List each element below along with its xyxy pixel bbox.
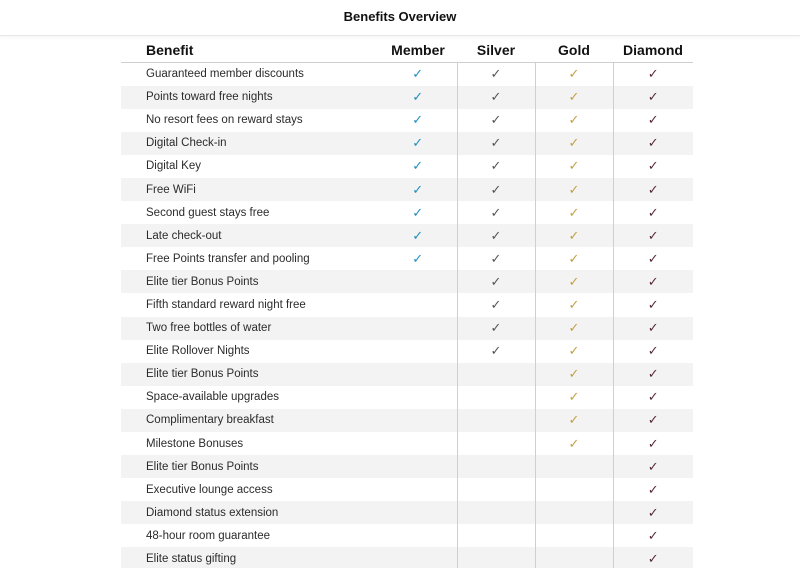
tier-cell-member	[379, 547, 457, 568]
tier-cell-member	[379, 63, 457, 86]
check-icon: ✓	[647, 504, 659, 520]
tier-cell-member	[379, 478, 457, 501]
check-icon: ✓	[647, 158, 659, 174]
check-icon: ✓	[568, 366, 580, 382]
tier-cell-gold	[535, 132, 613, 155]
tier-cell-gold	[535, 386, 613, 409]
tier-cell-silver	[457, 86, 535, 109]
table-row	[121, 386, 693, 409]
check-icon: ✓	[647, 435, 659, 451]
table-row	[121, 132, 693, 155]
benefit-name: No resort fees on reward stays	[146, 114, 303, 127]
tier-cell-member	[379, 155, 457, 178]
benefit-name: Elite tier Bonus Points	[121, 363, 379, 386]
benefit-name: Elite tier Bonus Points	[121, 455, 379, 478]
tier-cell-member	[379, 270, 457, 293]
tier-cell-silver	[457, 155, 535, 178]
tier-cell-gold	[535, 524, 613, 547]
benefit-name: Executive lounge access	[146, 483, 273, 496]
tier-cell-silver	[457, 547, 535, 568]
table-row	[121, 293, 693, 316]
table-row	[121, 317, 693, 340]
table-row	[121, 501, 693, 524]
check-icon: ✓	[568, 181, 580, 197]
tier-cell-silver	[457, 109, 535, 132]
check-icon: ✓	[647, 181, 659, 197]
check-icon: ✓	[647, 135, 659, 151]
benefit-name: Second guest stays free	[146, 206, 270, 219]
tier-cell-member	[379, 317, 457, 340]
check-icon: ✓	[647, 66, 659, 82]
page-title: Benefits Overview	[343, 9, 457, 24]
check-icon: ✓	[568, 112, 580, 128]
benefits-table	[121, 37, 693, 568]
column-header-benefit: Benefit	[121, 37, 379, 63]
check-icon: ✓	[647, 112, 659, 128]
check-icon: ✓	[647, 227, 659, 243]
tier-cell-member	[379, 340, 457, 363]
check-icon: ✓	[647, 296, 659, 312]
check-icon: ✓	[490, 89, 502, 105]
check-icon: ✓	[568, 250, 580, 266]
check-icon: ✓	[568, 158, 580, 174]
tier-cell-member	[379, 201, 457, 224]
tier-cell-silver	[457, 293, 535, 316]
table-row	[121, 432, 693, 455]
tier-cell-member	[379, 86, 457, 109]
tier-cell-silver	[457, 317, 535, 340]
tier-cell-silver	[457, 386, 535, 409]
check-icon: ✓	[490, 158, 502, 174]
check-icon: ✓	[412, 204, 424, 220]
tier-cell-diamond	[613, 63, 693, 86]
tier-cell-diamond	[613, 270, 693, 293]
table-row	[121, 86, 693, 109]
benefit-name: Digital Key	[146, 160, 201, 173]
tier-cell-silver	[457, 224, 535, 247]
table-row	[121, 63, 693, 86]
tier-cell-silver	[457, 432, 535, 455]
tier-cell-silver	[457, 247, 535, 270]
tier-cell-member	[379, 455, 457, 478]
check-icon: ✓	[647, 366, 659, 382]
check-icon: ✓	[490, 273, 502, 289]
tier-cell-silver	[457, 524, 535, 547]
check-icon: ✓	[647, 389, 659, 405]
tier-cell-gold	[535, 155, 613, 178]
tier-cell-diamond	[613, 201, 693, 224]
check-icon: ✓	[647, 412, 659, 428]
check-icon: ✓	[568, 343, 580, 359]
tier-cell-diamond	[613, 478, 693, 501]
tier-cell-silver	[457, 501, 535, 524]
check-icon: ✓	[490, 296, 502, 312]
check-icon: ✓	[412, 112, 424, 128]
tier-cell-member	[379, 132, 457, 155]
check-icon: ✓	[647, 343, 659, 359]
benefit-name: Elite status gifting	[121, 547, 379, 568]
tier-cell-silver	[457, 363, 535, 386]
tier-cell-diamond	[613, 409, 693, 432]
title-bar	[0, 0, 800, 36]
tier-cell-diamond	[613, 363, 693, 386]
check-icon: ✓	[490, 343, 502, 359]
tier-cell-diamond	[613, 178, 693, 201]
column-header-diamond: Diamond	[613, 37, 693, 63]
column-header-member: Member	[379, 37, 457, 63]
tier-cell-silver	[457, 478, 535, 501]
tier-cell-diamond	[613, 132, 693, 155]
column-header-silver: Silver	[457, 37, 535, 63]
check-icon: ✓	[568, 66, 580, 82]
tier-cell-gold	[535, 340, 613, 363]
check-icon: ✓	[647, 481, 659, 497]
benefit-name: Elite tier Bonus Points	[121, 270, 379, 293]
check-icon: ✓	[568, 320, 580, 336]
tier-cell-diamond	[613, 293, 693, 316]
table-row	[121, 201, 693, 224]
tier-cell-diamond	[613, 109, 693, 132]
check-icon: ✓	[568, 412, 580, 428]
check-icon: ✓	[490, 250, 502, 266]
tier-cell-gold	[535, 432, 613, 455]
check-icon: ✓	[412, 89, 424, 105]
check-icon: ✓	[490, 204, 502, 220]
benefit-name: Complimentary breakfast	[121, 409, 379, 432]
tier-cell-diamond	[613, 501, 693, 524]
benefit-name: Free Points transfer and pooling	[146, 252, 310, 265]
tier-cell-diamond	[613, 547, 693, 568]
tier-cell-member	[379, 363, 457, 386]
tier-cell-gold	[535, 270, 613, 293]
benefit-name: Guaranteed member discounts	[146, 68, 304, 81]
tier-cell-member	[379, 293, 457, 316]
tier-cell-gold	[535, 178, 613, 201]
tier-cell-member	[379, 247, 457, 270]
check-icon: ✓	[568, 273, 580, 289]
tier-cell-diamond	[613, 340, 693, 363]
benefit-name: Elite Rollover Nights	[146, 345, 250, 358]
benefit-name: Two free bottles of water	[121, 317, 379, 340]
tier-cell-silver	[457, 132, 535, 155]
check-icon: ✓	[412, 135, 424, 151]
table-row	[121, 247, 693, 270]
tier-cell-member	[379, 432, 457, 455]
tier-cell-member	[379, 178, 457, 201]
check-icon: ✓	[647, 204, 659, 220]
column-header-gold: Gold	[535, 37, 613, 63]
benefit-name: Late check-out	[121, 224, 379, 247]
check-icon: ✓	[412, 66, 424, 82]
check-icon: ✓	[647, 89, 659, 105]
tier-cell-silver	[457, 270, 535, 293]
tier-cell-member	[379, 524, 457, 547]
tier-cell-silver	[457, 340, 535, 363]
table-row	[121, 409, 693, 432]
check-icon: ✓	[647, 458, 659, 474]
tier-cell-gold	[535, 86, 613, 109]
table-row	[121, 109, 693, 132]
check-icon: ✓	[568, 227, 580, 243]
tier-cell-gold	[535, 224, 613, 247]
table-body	[121, 63, 693, 568]
check-icon: ✓	[568, 435, 580, 451]
tier-cell-gold	[535, 109, 613, 132]
check-icon: ✓	[568, 89, 580, 105]
benefit-name: Points toward free nights	[121, 86, 379, 109]
tier-cell-gold	[535, 501, 613, 524]
tier-cell-member	[379, 409, 457, 432]
table-row	[121, 340, 693, 363]
check-icon: ✓	[647, 273, 659, 289]
benefit-name: Milestone Bonuses	[146, 437, 244, 450]
tier-cell-gold	[535, 363, 613, 386]
check-icon: ✓	[412, 227, 424, 243]
tier-cell-silver	[457, 63, 535, 86]
tier-cell-gold	[535, 478, 613, 501]
check-icon: ✓	[647, 527, 659, 543]
benefit-name: Diamond status extension	[121, 501, 379, 524]
tier-cell-diamond	[613, 155, 693, 178]
check-icon: ✓	[568, 135, 580, 151]
tier-cell-gold	[535, 455, 613, 478]
tier-cell-gold	[535, 547, 613, 568]
table-row	[121, 478, 693, 501]
check-icon: ✓	[490, 112, 502, 128]
check-icon: ✓	[490, 66, 502, 82]
benefit-name: Free WiFi	[121, 178, 379, 201]
table-row	[121, 178, 693, 201]
check-icon: ✓	[490, 181, 502, 197]
tier-cell-gold	[535, 201, 613, 224]
check-icon: ✓	[647, 551, 659, 567]
check-icon: ✓	[568, 389, 580, 405]
tier-cell-gold	[535, 409, 613, 432]
tier-cell-silver	[457, 409, 535, 432]
table-row	[121, 155, 693, 178]
benefit-name: Fifth standard reward night free	[146, 298, 306, 311]
check-icon: ✓	[647, 250, 659, 266]
check-icon: ✓	[647, 320, 659, 336]
table-row	[121, 547, 693, 568]
tier-cell-member	[379, 109, 457, 132]
tier-cell-silver	[457, 201, 535, 224]
tier-cell-diamond	[613, 455, 693, 478]
tier-cell-gold	[535, 317, 613, 340]
tier-cell-diamond	[613, 317, 693, 340]
check-icon: ✓	[412, 181, 424, 197]
tier-cell-diamond	[613, 86, 693, 109]
check-icon: ✓	[568, 204, 580, 220]
check-icon: ✓	[490, 227, 502, 243]
tier-cell-diamond	[613, 224, 693, 247]
table-header-row	[121, 37, 693, 63]
benefits-table-container[interactable]	[121, 37, 693, 568]
check-icon: ✓	[490, 320, 502, 336]
benefit-name: 48-hour room guarantee	[146, 529, 271, 542]
table-row	[121, 455, 693, 478]
tier-cell-diamond	[613, 432, 693, 455]
check-icon: ✓	[412, 250, 424, 266]
check-icon: ✓	[568, 296, 580, 312]
tier-cell-gold	[535, 247, 613, 270]
benefit-name: Digital Check-in	[121, 132, 379, 155]
check-icon: ✓	[490, 135, 502, 151]
table-row	[121, 270, 693, 293]
tier-cell-silver	[457, 455, 535, 478]
table-row	[121, 524, 693, 547]
check-icon: ✓	[412, 158, 424, 174]
table-row	[121, 224, 693, 247]
tier-cell-diamond	[613, 524, 693, 547]
tier-cell-member	[379, 224, 457, 247]
tier-cell-member	[379, 501, 457, 524]
tier-cell-silver	[457, 178, 535, 201]
tier-cell-diamond	[613, 386, 693, 409]
tier-cell-gold	[535, 63, 613, 86]
tier-cell-gold	[535, 293, 613, 316]
tier-cell-member	[379, 386, 457, 409]
table-row	[121, 363, 693, 386]
benefit-name: Space-available upgrades	[146, 391, 279, 404]
tier-cell-diamond	[613, 247, 693, 270]
